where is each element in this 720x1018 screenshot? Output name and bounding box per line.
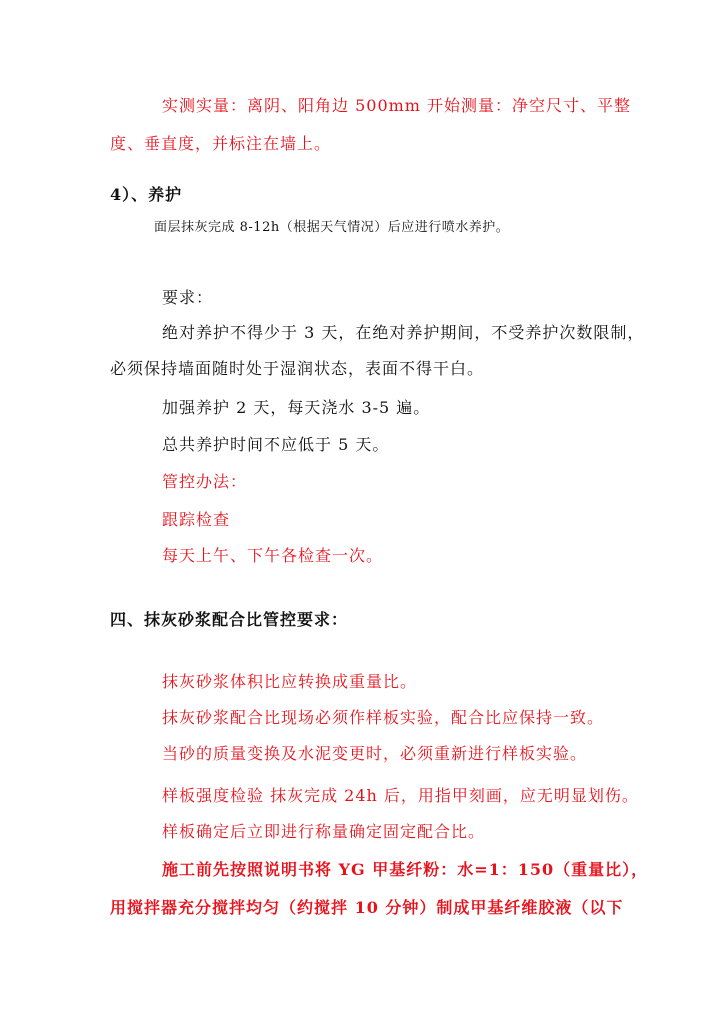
mortar-item-6-line-2: 用搅拌器充分搅拌均匀（约搅拌 10 分钟）制成甲基纤维胶液（以下 (110, 898, 624, 917)
mortar-heading: 四、抹灰砂浆配合比管控要求： (110, 610, 349, 629)
mortar-item-2: 抹灰砂浆配合比现场必须作样板实验，配合比应保持一致。 (162, 708, 605, 727)
curing-note: 面层抹灰完成 8-12h（根据天气情况）后应进行喷水养护。 (154, 220, 510, 235)
mortar-item-5: 样板确定后立即进行称量确定固定配合比。 (162, 822, 486, 841)
mortar-item-1: 抹灰砂浆体积比应转换成重量比。 (162, 672, 418, 691)
control-label: 管控办法： (162, 472, 248, 491)
mortar-item-3: 当砂的质量变换及水泥变更时，必须重新进行样板实验。 (162, 744, 588, 763)
mortar-item-6-line-1: 施工前先按照说明书将 YG 甲基纤粉：水=1：150（重量比）， (162, 860, 649, 879)
measurement-line-1: 实测实量：离阴、阳角边 500mm 开始测量：净空尺寸、平整 (162, 96, 632, 115)
measurement-line-2: 度、垂直度，并标注在墙上。 (110, 134, 332, 153)
control-item-1: 跟踪检查 (162, 510, 231, 529)
requirement-3: 总共养护时间不应低于 5 天。 (162, 435, 390, 454)
requirement-1-line-1: 绝对养护不得少于 3 天，在绝对养护期间，不受养护次数限制， (162, 323, 645, 342)
requirement-2: 加强养护 2 天，每天浇水 3-5 遍。 (162, 398, 431, 417)
control-item-2: 每天上午、下午各检查一次。 (162, 546, 384, 565)
curing-heading: 4）、养护 (110, 185, 183, 204)
requirements-label: 要求： (162, 288, 214, 307)
mortar-item-4: 样板强度检验 抹灰完成 24h 后，用指甲刻画，应无明显划伤。 (162, 786, 639, 805)
requirement-1-line-2: 必须保持墙面随时处于湿润状态，表面不得干白。 (110, 359, 485, 378)
